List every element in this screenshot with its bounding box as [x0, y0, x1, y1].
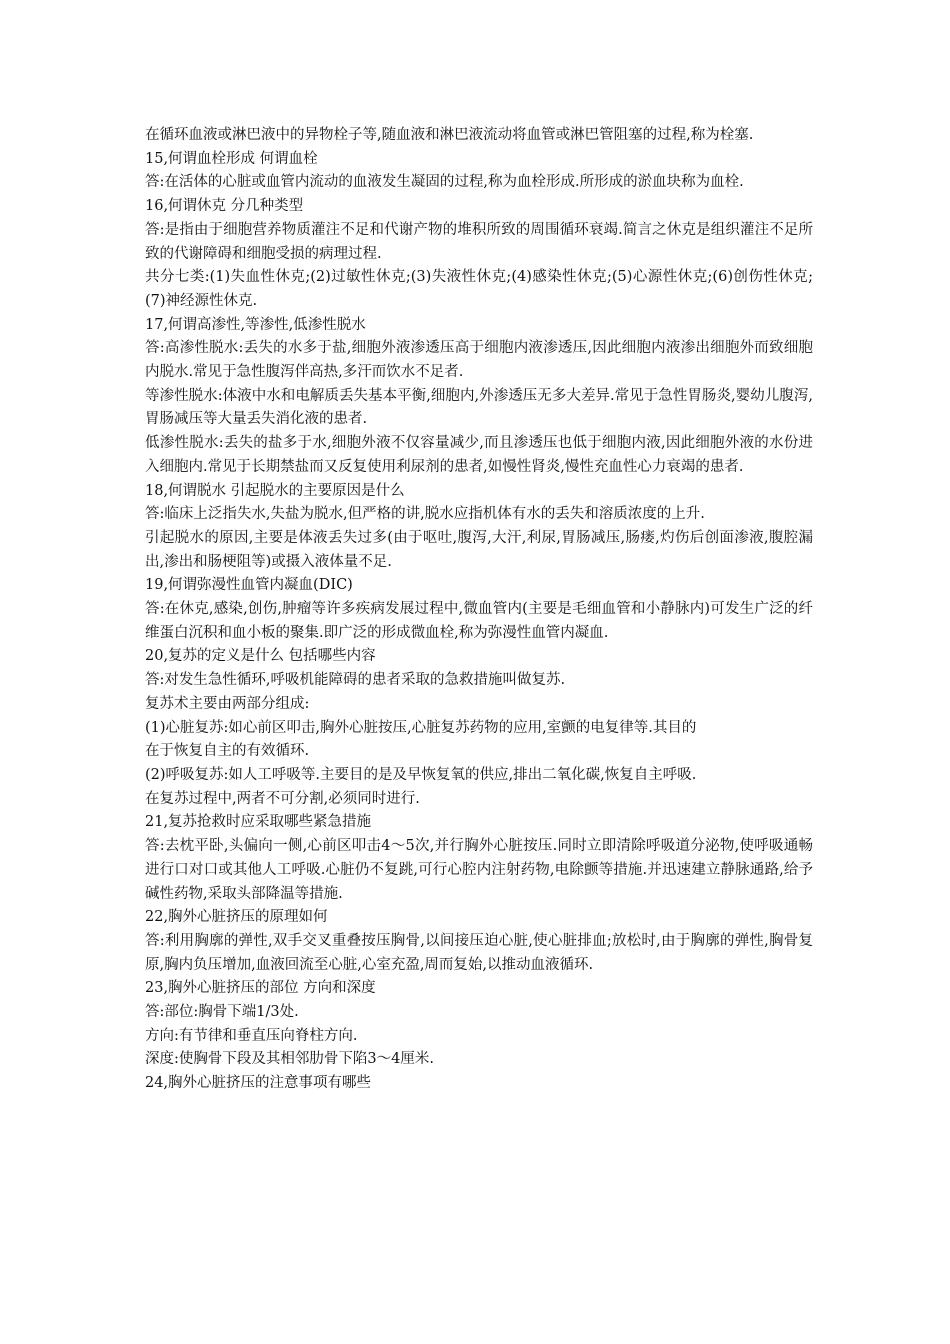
answer-20-respiratory: (2)呼吸复苏:如人工呼吸等.主要目的是及早恢复氧的供应,排出二氧化碳,恢复自主呼吸. — [145, 766, 697, 783]
question-21: 21,复苏抢救时应采取哪些紧急措施 — [145, 814, 372, 831]
answer-16: 答:是指由于细胞营养物质灌注不足和代谢产物的堆积所致的周围循环衰竭.简言之休克是组织灌注不足所致的代谢障碍和细胞受损的病理过程. — [145, 221, 813, 262]
answer-20-cardiac-continued: 在于恢复自主的有效循环. — [145, 743, 310, 760]
question-23: 23,胸外心脏挤压的部位 方向和深度 — [145, 980, 376, 997]
question-15: 15,何谓血栓形成 何谓血栓 — [145, 150, 318, 167]
question-17: 17,何谓高渗性,等渗性,低渗性脱水 — [145, 316, 366, 333]
question-19: 19,何谓弥漫性血管内凝血(DIC) — [145, 577, 353, 594]
answer-20-cardiac: (1)心脏复苏:如心前区叩击,胸外心脏按压,心脏复苏药物的应用,室颤的电复律等.其目的 — [145, 719, 697, 736]
answer-17-hypertonic: 答:高渗性脱水:丢失的水多于盐,细胞外液渗透压高于细胞内液渗透压,因此细胞内液渗出细胞外而致细胞内脱水.常见于急性腹泻伴高热,多汗而饮水不足者. — [145, 340, 813, 381]
question-20: 20,复苏的定义是什么 包括哪些内容 — [145, 648, 376, 665]
document-body — [145, 124, 813, 1096]
answer-21: 答:去枕平卧,头偏向一侧,心前区叩击4～5次,并行胸外心脏按压.同时立即清除呼吸道分泌物,使呼吸通畅进行口对口或其他人工呼吸.心脏仍不复跳,可行心腔内注射药物,电除颤等措施.并迅速建立静脉通路,给予碱性药物,采取头部降温等措施. — [145, 838, 813, 902]
answer-22: 答:利用胸廓的弹性,双手交叉重叠按压胸骨,以间接压迫心脏,使心脏排血;放松时,由于胸廓的弹性,胸骨复原,胸内负压增加,血液回流至心脏,心室充盈,周而复始,以推动血液循环. — [145, 932, 813, 973]
question-22: 22,胸外心脏挤压的原理如何 — [145, 909, 328, 926]
answer-20-components: 复苏术主要由两部分组成: — [145, 695, 310, 712]
answer-16-types: 共分七类:(1)失血性休克;(2)过敏性休克;(3)失液性休克;(4)感染性休克;(5)心源性休克;(6)创伤性休克;(7)神经源性休克. — [145, 269, 813, 309]
answer-17-hypotonic: 低渗性脱水:丢失的盐多于水,细胞外液不仅容量减少,而且渗透压也低于细胞内液,因此细胞外液的水份进入细胞内.常见于长期禁盐而又反复使用利尿剂的患者,如慢性肾炎,慢性充血性心力衰竭的患者. — [145, 435, 813, 475]
answer-23-position: 答:部位:胸骨下端1/3处. — [145, 1004, 299, 1021]
question-16: 16,何谓休克 分几种类型 — [145, 198, 304, 215]
question-18: 18,何谓脱水 引起脱水的主要原因是什么 — [145, 482, 405, 499]
answer-18-causes: 引起脱水的原因,主要是体液丢失过多(由于呕吐,腹泻,大汗,利尿,胃肠减压,肠瘘,灼伤后创面渗液,腹腔漏出,渗出和肠梗阻等)或摄入液体量不足. — [145, 529, 813, 570]
answer-23-depth: 深度:使胸骨下段及其相邻肋骨下陷3～4厘米. — [145, 1051, 434, 1068]
answer-18: 答:临床上泛指失水,失盐为脱水,但严格的讲,脱水应指机体有水的丢失和溶质浓度的上升. — [145, 506, 705, 523]
answer-15: 答:在活体的心脏或血管内流动的血液发生凝固的过程,称为血栓形成.所形成的淤血块称为血栓. — [145, 174, 744, 191]
answer-23-direction: 方向:有节律和垂直压向脊柱方向. — [145, 1027, 358, 1044]
answer-20: 答:对发生急性循环,呼吸机能障碍的患者采取的急救措施叫做复苏. — [145, 672, 566, 689]
question-24: 24,胸外心脏挤压的注意事项有哪些 — [145, 1075, 372, 1092]
answer-19: 答:在休克,感染,创伤,肿瘤等许多疾病发展过程中,微血管内(主要是毛细血管和小静脉内)可发生广泛的纤维蛋白沉积和血小板的聚集.即广泛的形成微血栓,称为弥漫性血管内凝血. — [145, 601, 813, 641]
paragraph-embolism-definition: 在循环血液或淋巴液中的异物栓子等,随血液和淋巴液流动将血管或淋巴管阻塞的过程,称为栓塞. — [145, 127, 754, 143]
answer-17-isotonic: 等渗性脱水:体液中水和电解质丢失基本平衡,细胞内,外渗透压无多大差异.常见于急性胃肠炎,婴幼儿腹泻,胃肠减压等大量丢失消化液的患者. — [145, 387, 813, 428]
answer-20-note: 在复苏过程中,两者不可分割,必须同时进行. — [145, 790, 420, 807]
